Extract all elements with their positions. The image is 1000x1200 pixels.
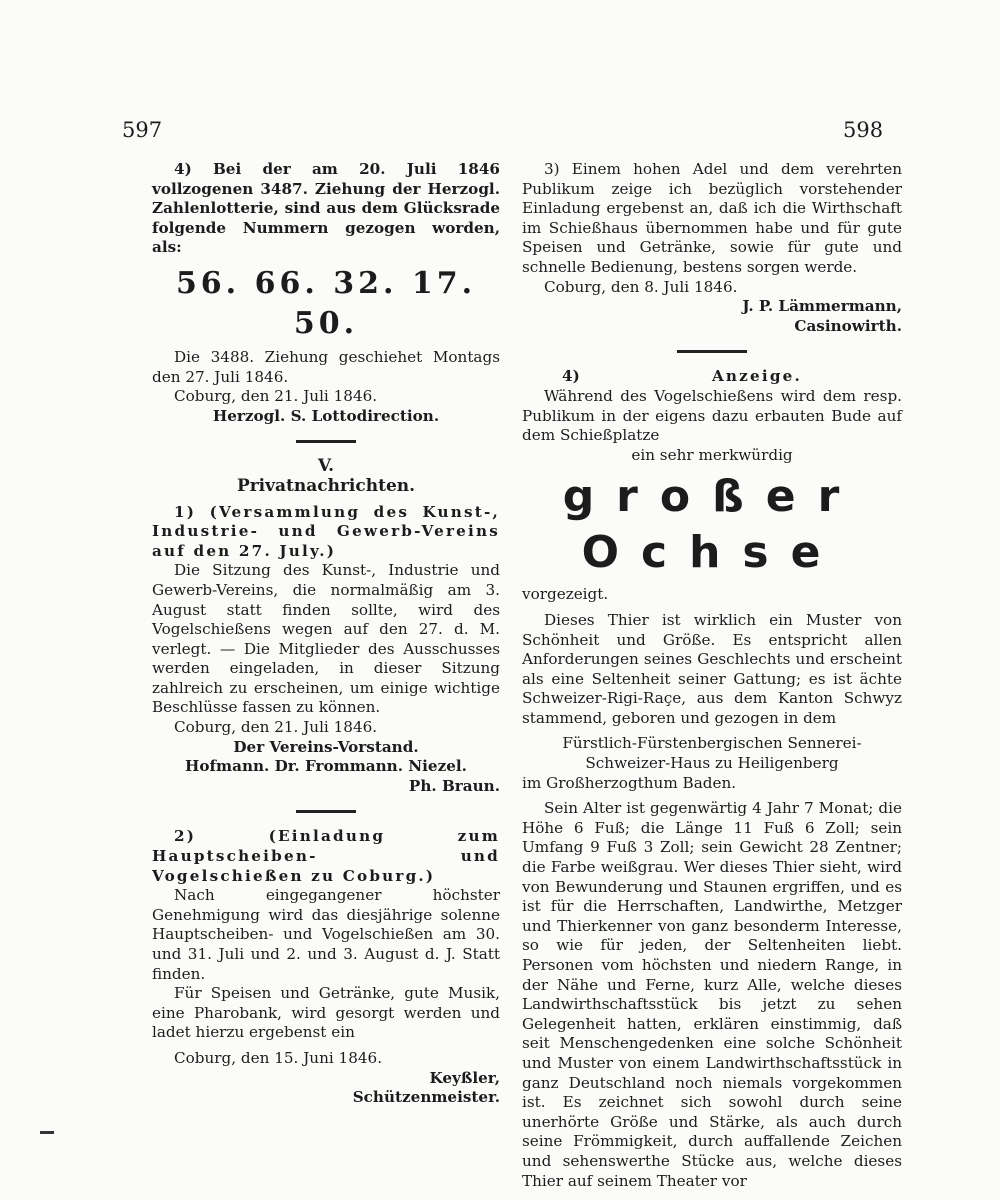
innkeeper-signer-name: J. P. Lämmermann, [742,297,902,316]
announcement-number: 4) [562,367,580,386]
ox-intro-text: Während des Vogelschießens wird dem resp. Publikum in der eigens dazu erbauten Bude auf dem Schießplatze [522,386,902,445]
lottery-numbers: 56. 66. 32. 17. 50. [175,265,477,341]
ox-details: Sein Alter ist gegenwärtig 4 Jahr 7 Monat; die Höhe 6 Fuß; die Länge 11 Fuß 6 Zoll; sein Umfang 9 Fuß 3 Zoll; sein Gewicht 28 Zentner; die Farbe weißgrau. Wer dieses Thier sieht, wird von Bewunderung und Staunen ergriffen, und es ist für die Herrschaften, Landwirthe, Metzger und Thierkenner von ganz besonderm Interesse, so wie für jeden, der Seltenheiten liebt. Personen vom höchsten und niedern Range, in der Nähe und Ferne, kurz Alle, welche dieses Landwirthschaftsstück bis jetzt zu sehen Gelegenheit hatten, erklären einstimmig, daß seit Menschengedenken eine solche Schönheit und Muster von einem Landwirthschaftsstück in ganz Deutschland noch niemals vorgekommen ist. Es zeichnet sich sowohl durch seine unerhörte Größe und Stärke, als auch durch seine Frömmigkeit, durch auffallende Zeichen und sehenswerthe Stücke aus, welche dieses Thier auf seinem Theater vor [522,799,902,1190]
page-number-right: 598 [843,118,884,142]
shooting-text-2: Für Speisen und Getränke, gute Musik, eine Pharobank, wird gesorgt werden und ladet hierzu ergebenst ein [152,984,500,1042]
ox-shown: vorgezeigt. [522,585,609,604]
page-number-left: 597 [122,118,163,142]
ox-origin-line-3: im Großherzogthum Baden. [522,773,737,792]
left-column [152,160,500,1108]
association-board: Der Vereins-Vorstand. [233,737,419,756]
shooting-heading: 2) (Einladung zum Hauptscheiben- und Vogelschießen zu Coburg.) [152,827,500,885]
section-title: Privatnachrichten. [236,475,416,496]
association-names: Hofmann. Dr. Frommann. Niezel. [185,757,467,776]
ox-intro-line: ein sehr merkwürdig [631,445,793,464]
divider [296,440,356,443]
divider [677,350,747,353]
ox-description: Dieses Thier ist wirklich ein Muster von Schönheit und Größe. Es entspricht allen Anforderungen seines Geschlechts und erscheint als eine Seltenheit seiner Gattung; es ist ächte Schweizer-Rigi-Raçe, aus dem Kanton Schwyz stammend, geboren und gezogen in dem [522,610,902,727]
ox-headline: großer Ochse [562,471,862,579]
lottery-signer: Herzogl. S. Lottodirection. [212,406,440,425]
innkeeper-place-date: Coburg, den 8. Juli 1846. [544,277,738,296]
right-column [522,160,902,1191]
shooting-signer-name: Keyßler, [429,1068,500,1087]
association-text: Die Sitzung des Kunst-, Industrie und Gewerb-Vereins, die normalmäßig am 3. August statt finden sollte, wird des Vogelschießens wegen auf den 27. d. M. verlegt. — Die Mitglieder des Ausschusses werden eingeladen, in dieser Sitzung zahlreich zu erscheinen, um einige wichtige Beschlüsse fassen zu können. [152,561,500,717]
association-place-date: Coburg, den 21. Juli 1846. [174,718,378,737]
ink-mark [40,1131,54,1134]
shooting-signer-title: Schützenmeister. [352,1088,500,1107]
section-number: V. [317,456,335,477]
association-name-last: Ph. Braun. [408,776,500,795]
ox-origin-line-1: Fürstlich-Fürstenbergischen Sennerei- [562,734,862,753]
ox-origin-line-2: Schweizer-Haus zu Heiligenberg [585,754,839,773]
shooting-text-1: Nach eingegangener höchster Genehmigung wird das diesjährige solenne Hauptscheiben- und Vogelschießen am 30. und 31. Juli und 2. und 3. August d. J. Statt finden. [152,886,500,983]
association-heading: 1) (Versammlung des Kunst-, Industrie- und Gewerb-Vereins auf den 27. July.) [152,502,500,560]
lottery-place-date: Coburg, den 21. Juli 1846. [174,387,378,406]
lottery-notice-text: 4) Bei der am 20. Juli 1846 vollzogenen 3487. Ziehung der Herzogl. Zahlenlotterie, sind aus dem Glücksrade folgende Nummern gezogen worden, als: [152,160,500,257]
divider [296,810,356,813]
next-draw-text: Die 3488. Ziehung geschiehet Montags den 27. Juli 1846. [152,347,500,386]
innkeeper-signer-title: Casinowirth. [794,316,902,335]
announcement-title: Anzeige. [711,367,802,386]
innkeeper-text: 3) Einem hohen Adel und dem verehrten Publikum zeige ich bezüglich vorstehender Einladung ergebenst an, daß ich die Wirthschaft im Schießhaus übernommen habe und für gute Speisen und Getränke, sowie für gute und schnelle Bedienung, bestens sorgen werde. [522,160,902,276]
shooting-place-date: Coburg, den 15. Juni 1846. [174,1048,383,1067]
